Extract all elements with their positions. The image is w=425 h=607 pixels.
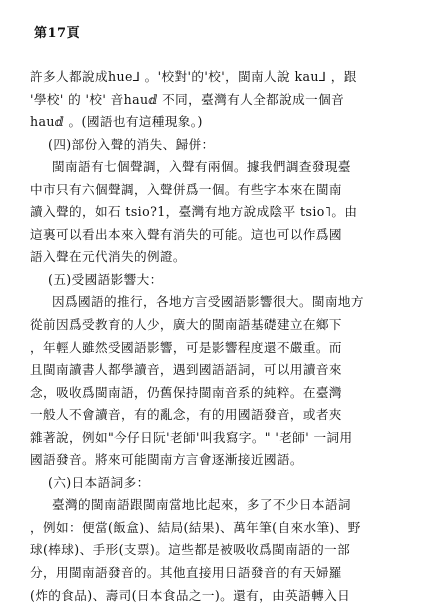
text-line-23: 分，用閩南語發音的。其他直接用日語發音的有天婦羅 bbox=[30, 565, 342, 581]
text-line-12: 從前因爲受教育的人少，廣大的閩南語基礎建立在鄉下 bbox=[30, 317, 342, 333]
text-line-22: 球(棒球)、手形(支票)。這些都是被吸收爲閩南語的一部 bbox=[30, 542, 351, 558]
text-line-8: 這裏可以看出本來入聲有消失的可能。這也可以作爲國 bbox=[30, 226, 342, 242]
text-line-11: 因爲國語的推行，各地方言受國語影響很大。閩南地方 bbox=[52, 294, 364, 310]
text-line-18: 國語發音。將來可能閩南方言會逐漸接近國語。 bbox=[30, 452, 303, 468]
section-heading-4: (四)部份入聲的消失、歸併： bbox=[48, 136, 215, 152]
text-line-14: 且閩南讀書人都學讀音，遇到國語語詞，可以用讀音來 bbox=[30, 362, 342, 378]
text-line-16: 一般人不會讀音，有的亂念，有的用國語發音，或者夾 bbox=[30, 407, 342, 423]
text-line-1: 許多人都說成hue⅃ 。'校對'的'校'，閩南人說 kau⅃ ，跟 bbox=[30, 69, 357, 84]
body-text bbox=[30, 66, 412, 607]
text-line-6: 中市只有六個聲調，入聲併爲一個。有些字本來在閩南 bbox=[30, 181, 342, 197]
text-line-20: 臺灣的閩南語跟閩南當地比起來，多了不少日本語詞 bbox=[52, 497, 351, 513]
text-line-13: ，年輕人雖然受國語影響，可是影響程度還不嚴重。而 bbox=[30, 339, 342, 355]
section-heading-5: (五)受國語影響大： bbox=[48, 271, 163, 287]
text-line-9: 語入聲在元代消失的例證。 bbox=[30, 249, 186, 265]
text-line-5: 閩南語有七個聲調，入聲有兩個。據我們調查發現臺 bbox=[52, 159, 351, 175]
text-line-21: ，例如：便當(飯盒)、結局(結果)、萬年筆(自來水筆)、野 bbox=[30, 519, 361, 535]
text-line-3: hauⅆ 。(國語也有這種現象。) bbox=[30, 114, 203, 130]
page-number: 第17頁 bbox=[34, 26, 81, 41]
text-line-24: (炸的食品)、壽司(日本食品之一)。還有，由英語轉入日 bbox=[30, 587, 351, 603]
text-line-7: 讀入聲的，如石 tsio?1，臺灣有地方說成陰平 tsio˥。由 bbox=[30, 204, 358, 220]
section-heading-6: (六)日本語詞多： bbox=[48, 474, 150, 490]
text-line-15: 念，吸收爲閩南語，仍舊保持閩南音系的純粹。在臺灣 bbox=[30, 384, 342, 400]
text-line-17: 雜著說，例如"今仔日阮'老師'叫我寫字。" '老師' 一詞用 bbox=[30, 429, 353, 445]
text-line-2: '學校' 的 '校' 音hauⅆ 不同，臺灣有人全都說成一個音 bbox=[30, 91, 345, 107]
